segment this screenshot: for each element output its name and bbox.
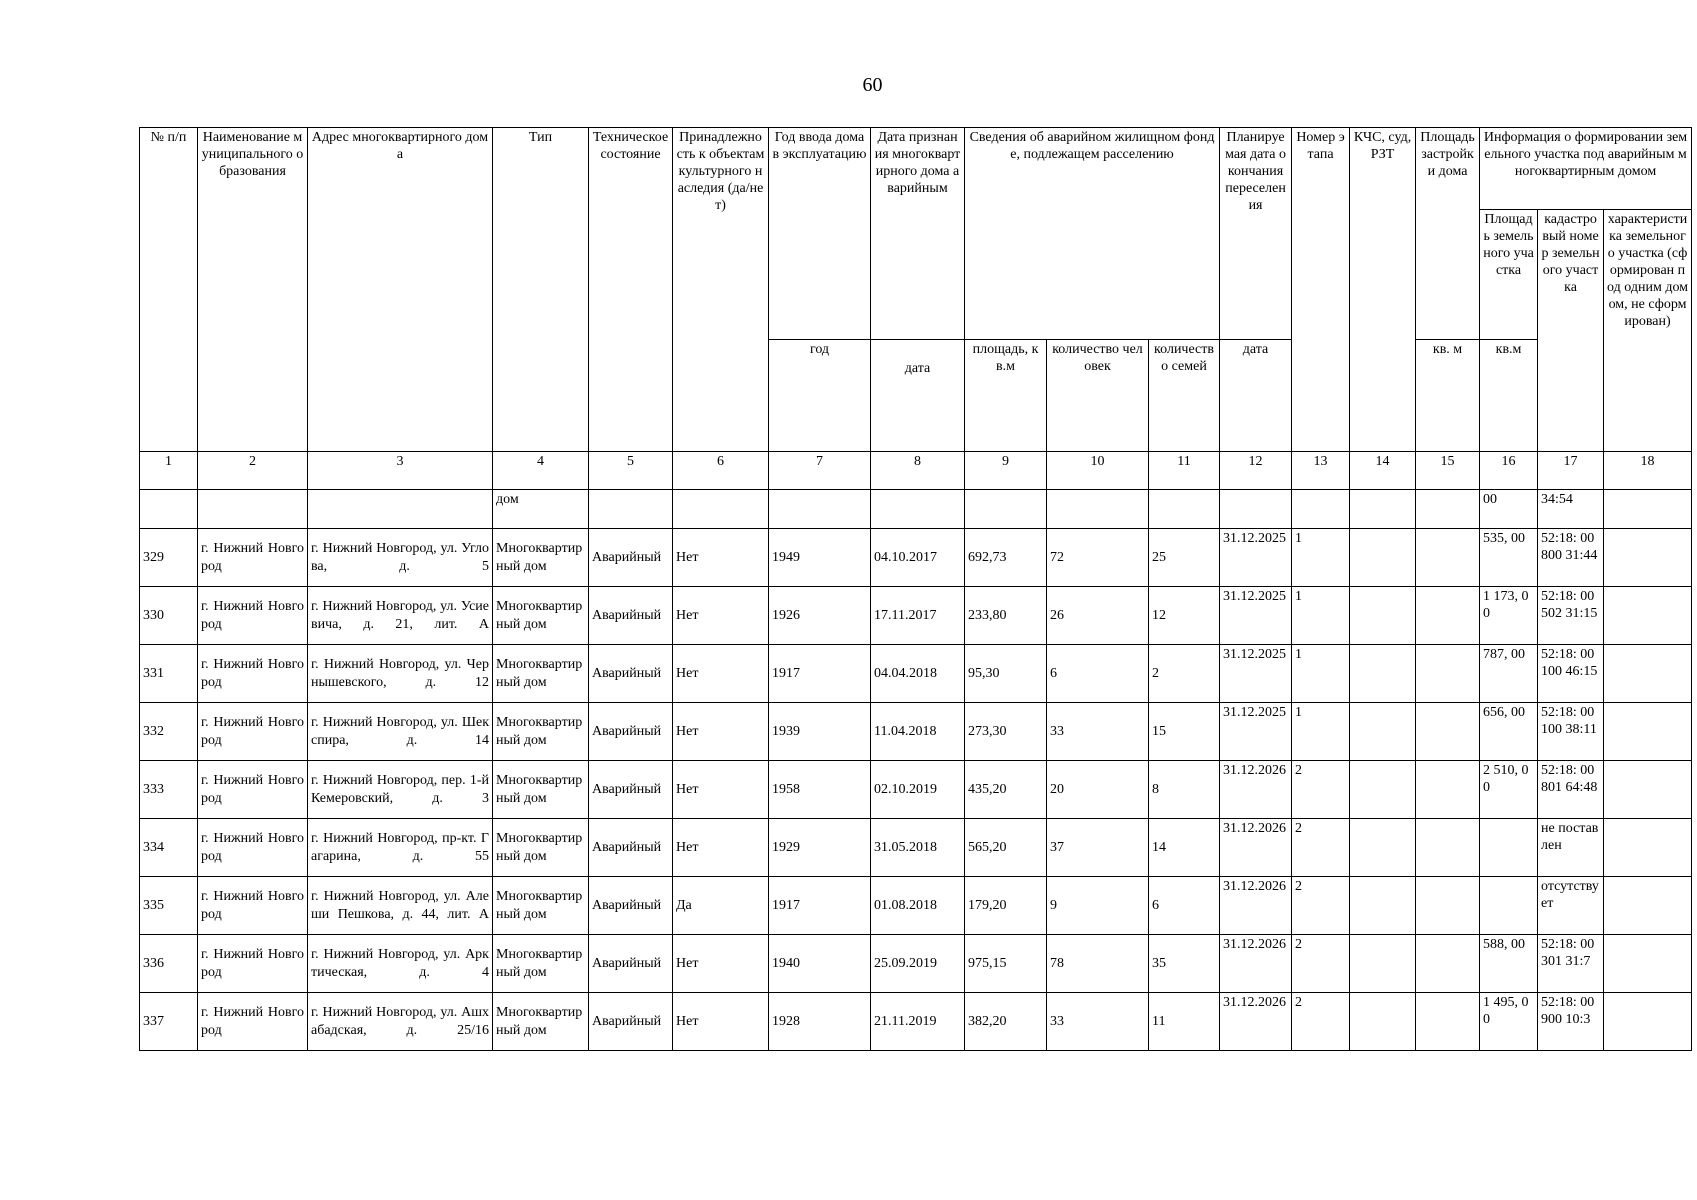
cell-stage: 2: [1292, 877, 1350, 935]
header-planned-date: Планируемая дата окончания переселения: [1220, 128, 1292, 340]
cell-kchs: [1350, 645, 1416, 703]
cell-build-area: [1416, 587, 1480, 645]
cell-address: г. Нижний Новгород, ул. Шекспира, д. 14: [308, 703, 493, 761]
cell-state: Аварийный: [589, 993, 673, 1051]
cell-number: 330: [140, 587, 198, 645]
cell-number: 336: [140, 935, 198, 993]
table-row: [140, 703, 1692, 761]
cell-families: 12: [1149, 587, 1220, 645]
cell-land-char: [1604, 877, 1692, 935]
cell-land-char: [1604, 993, 1692, 1051]
cell-plan-date: 31.12.2025: [1220, 587, 1292, 645]
cell-stage: 2: [1292, 993, 1350, 1051]
cell-kchs: [1350, 935, 1416, 993]
cell-people: 33: [1047, 993, 1149, 1051]
cell-year: 1917: [769, 877, 871, 935]
header-number: № п/п: [140, 128, 198, 452]
table-row: [140, 993, 1692, 1051]
col-num: 8: [871, 452, 965, 490]
header-build-area: Площадь застройки дома: [1416, 128, 1480, 340]
cell-year: 1958: [769, 761, 871, 819]
table-header: [140, 128, 1692, 490]
cell-year: 1949: [769, 529, 871, 587]
cell-type: Многоквартирный дом: [493, 877, 589, 935]
cell-state: Аварийный: [589, 529, 673, 587]
cell-plan-date: 31.12.2026: [1220, 761, 1292, 819]
cell-date: 01.08.2018: [871, 877, 965, 935]
cell-date: 31.05.2018: [871, 819, 965, 877]
subheader-families: количество семей: [1149, 340, 1220, 452]
cell-families: 11: [1149, 993, 1220, 1051]
cell-kchs: [1350, 993, 1416, 1051]
col-num: 17: [1538, 452, 1604, 490]
cell-land-area: [1480, 819, 1538, 877]
cell-date: 21.11.2019: [871, 993, 965, 1051]
table-row: [140, 819, 1692, 877]
cell-plan-date: 31.12.2025: [1220, 529, 1292, 587]
cell-kchs: [1350, 761, 1416, 819]
cell-kchs: [1350, 703, 1416, 761]
col-num: 3: [308, 452, 493, 490]
cell-year: 1928: [769, 993, 871, 1051]
cell-municipality: г. Нижний Новгород: [198, 935, 308, 993]
cell-stage: 1: [1292, 529, 1350, 587]
table-row: [140, 529, 1692, 587]
cell-kchs: [1350, 819, 1416, 877]
table-body: [140, 490, 1692, 1051]
cell-cadastral: отсутствует: [1538, 877, 1604, 935]
cell-heritage: Нет: [673, 819, 769, 877]
cell-number: 334: [140, 819, 198, 877]
header-land-char: характеристика земельного участка (сформирован под одним домом, не сформирован): [1604, 210, 1692, 452]
col-num: 13: [1292, 452, 1350, 490]
cell-heritage: Нет: [673, 587, 769, 645]
cell-land-area: 2 510, 00: [1480, 761, 1538, 819]
cell-area: 435,20: [965, 761, 1047, 819]
cell-heritage: Нет: [673, 761, 769, 819]
cell-address: г. Нижний Новгород, ул. Усиевича, д. 21, лит. А: [308, 587, 493, 645]
col-num: 4: [493, 452, 589, 490]
cell-families: 2: [1149, 645, 1220, 703]
cell-date: 04.10.2017: [871, 529, 965, 587]
cell-plan-date: 31.12.2026: [1220, 993, 1292, 1051]
cell-area: 382,20: [965, 993, 1047, 1051]
cell-cadastral: 52:18: 00100 46:15: [1538, 645, 1604, 703]
cell-date: 25.09.2019: [871, 935, 965, 993]
cell-people: 78: [1047, 935, 1149, 993]
cell-land-area: 656, 00: [1480, 703, 1538, 761]
cell-land-area: 787, 00: [1480, 645, 1538, 703]
col-num: 10: [1047, 452, 1149, 490]
cell-build-area: [1416, 529, 1480, 587]
cell-people: 20: [1047, 761, 1149, 819]
table-row: [140, 587, 1692, 645]
cell-address: г. Нижний Новгород, ул. Арктическая, д. 4: [308, 935, 493, 993]
cell-land-area: 1 495, 00: [1480, 993, 1538, 1051]
continuation-land-area: 00: [1480, 490, 1538, 529]
cell-address: г. Нижний Новгород, пер. 1-й Кемеровский, д. 3: [308, 761, 493, 819]
header-type: Тип: [493, 128, 589, 452]
header-address: Адрес многоквартирного дома: [308, 128, 493, 452]
cell-date: 04.04.2018: [871, 645, 965, 703]
cell-people: 9: [1047, 877, 1149, 935]
header-housing-info: Сведения об аварийном жилищном фонде, подлежащем расселению: [965, 128, 1220, 340]
cell-plan-date: 31.12.2025: [1220, 645, 1292, 703]
cell-number: 331: [140, 645, 198, 703]
subheader-date: дата: [871, 340, 965, 452]
cell-state: Аварийный: [589, 819, 673, 877]
cell-land-area: [1480, 877, 1538, 935]
col-num: 9: [965, 452, 1047, 490]
cell-type: Многоквартирный дом: [493, 529, 589, 587]
col-num: 2: [198, 452, 308, 490]
table-row: [140, 645, 1692, 703]
cell-stage: 2: [1292, 819, 1350, 877]
col-num: 6: [673, 452, 769, 490]
cell-cadastral: 52:18: 00502 31:15: [1538, 587, 1604, 645]
emergency-housing-table: [139, 127, 1692, 1051]
cell-area: 233,80: [965, 587, 1047, 645]
cell-number: 332: [140, 703, 198, 761]
col-num: 15: [1416, 452, 1480, 490]
cell-year: 1929: [769, 819, 871, 877]
cell-cadastral: 52:18: 00100 38:11: [1538, 703, 1604, 761]
cell-people: 37: [1047, 819, 1149, 877]
cell-address: г. Нижний Новгород, ул. Углова, д. 5: [308, 529, 493, 587]
col-num: 5: [589, 452, 673, 490]
cell-area: 975,15: [965, 935, 1047, 993]
cell-address: г. Нижний Новгород, ул. Алеши Пешкова, д. 44, лит. А: [308, 877, 493, 935]
cell-type: Многоквартирный дом: [493, 703, 589, 761]
cell-type: Многоквартирный дом: [493, 819, 589, 877]
cell-families: 14: [1149, 819, 1220, 877]
cell-land-char: [1604, 703, 1692, 761]
cell-area: 692,73: [965, 529, 1047, 587]
cell-plan-date: 31.12.2026: [1220, 935, 1292, 993]
cell-municipality: г. Нижний Новгород: [198, 703, 308, 761]
cell-area: 179,20: [965, 877, 1047, 935]
cell-stage: 1: [1292, 587, 1350, 645]
cell-people: 6: [1047, 645, 1149, 703]
cell-date: 02.10.2019: [871, 761, 965, 819]
subheader-people: количество человек: [1047, 340, 1149, 452]
subheader-plan-date: дата: [1220, 340, 1292, 452]
cell-municipality: г. Нижний Новгород: [198, 761, 308, 819]
cell-number: 329: [140, 529, 198, 587]
cell-state: Аварийный: [589, 645, 673, 703]
table-row: [140, 935, 1692, 993]
cell-municipality: г. Нижний Новгород: [198, 819, 308, 877]
cell-number: 335: [140, 877, 198, 935]
cell-build-area: [1416, 703, 1480, 761]
cell-type: Многоквартирный дом: [493, 993, 589, 1051]
cell-stage: 2: [1292, 761, 1350, 819]
cell-type: Многоквартирный дом: [493, 761, 589, 819]
cell-cadastral: не поставлен: [1538, 819, 1604, 877]
header-year: Год ввода дома в эксплуатацию: [769, 128, 871, 340]
page-number: 60: [862, 74, 883, 96]
cell-kchs: [1350, 587, 1416, 645]
header-land-area: Площадь земельного участка: [1480, 210, 1538, 340]
header-stage: Номер этапа: [1292, 128, 1350, 452]
cell-state: Аварийный: [589, 877, 673, 935]
cell-land-area: 1 173, 00: [1480, 587, 1538, 645]
col-num: 18: [1604, 452, 1692, 490]
subheader-area: площадь, кв.м: [965, 340, 1047, 452]
cell-type: Многоквартирный дом: [493, 935, 589, 993]
cell-number: 337: [140, 993, 198, 1051]
cell-heritage: Нет: [673, 935, 769, 993]
cell-address: г. Нижний Новгород, ул. Ашхабадская, д. 25/16: [308, 993, 493, 1051]
cell-number: 333: [140, 761, 198, 819]
header-land-info: Информация о формировании земельного участка под аварийным многоквартирным домом: [1480, 128, 1692, 210]
cell-address: г. Нижний Новгород, пр-кт. Гагарина, д. 55: [308, 819, 493, 877]
table-row: [140, 877, 1692, 935]
cell-stage: 1: [1292, 703, 1350, 761]
cell-area: 273,30: [965, 703, 1047, 761]
col-num: 12: [1220, 452, 1292, 490]
col-num: 16: [1480, 452, 1538, 490]
cell-date: 11.04.2018: [871, 703, 965, 761]
cell-people: 26: [1047, 587, 1149, 645]
cell-state: Аварийный: [589, 587, 673, 645]
subheader-build-area-unit: кв. м: [1416, 340, 1480, 452]
cell-address: г. Нижний Новгород, ул. Чернышевского, д. 12: [308, 645, 493, 703]
cell-cadastral: 52:18: 00900 10:3: [1538, 993, 1604, 1051]
cell-stage: 2: [1292, 935, 1350, 993]
col-num: 1: [140, 452, 198, 490]
cell-heritage: Да: [673, 877, 769, 935]
cell-area: 565,20: [965, 819, 1047, 877]
cell-date: 17.11.2017: [871, 587, 965, 645]
header-tech-state: Техническое состояние: [589, 128, 673, 452]
cell-cadastral: 52:18: 00800 31:44: [1538, 529, 1604, 587]
cell-families: 35: [1149, 935, 1220, 993]
cell-year: 1939: [769, 703, 871, 761]
cell-area: 95,30: [965, 645, 1047, 703]
cell-type: Многоквартирный дом: [493, 645, 589, 703]
cell-type: Многоквартирный дом: [493, 587, 589, 645]
cell-heritage: Нет: [673, 993, 769, 1051]
header-kchs: КЧС, суд, РЗТ: [1350, 128, 1416, 452]
cell-families: 25: [1149, 529, 1220, 587]
cell-municipality: г. Нижний Новгород: [198, 587, 308, 645]
cell-build-area: [1416, 993, 1480, 1051]
cell-stage: 1: [1292, 645, 1350, 703]
header-cadastral: кадастровый номер земельного участка: [1538, 210, 1604, 452]
cell-build-area: [1416, 819, 1480, 877]
cell-municipality: г. Нижний Новгород: [198, 993, 308, 1051]
cell-land-char: [1604, 819, 1692, 877]
column-number-row: [140, 452, 1692, 490]
cell-municipality: г. Нижний Новгород: [198, 529, 308, 587]
cell-heritage: Нет: [673, 703, 769, 761]
cell-municipality: г. Нижний Новгород: [198, 645, 308, 703]
subheader-year: год: [769, 340, 871, 452]
cell-plan-date: 31.12.2026: [1220, 877, 1292, 935]
cell-heritage: Нет: [673, 645, 769, 703]
cell-land-char: [1604, 529, 1692, 587]
col-num: 11: [1149, 452, 1220, 490]
cell-land-char: [1604, 587, 1692, 645]
subheader-land-area-unit: кв.м: [1480, 340, 1538, 452]
header-municipality: Наименование муниципального образования: [198, 128, 308, 452]
cell-land-area: 535, 00: [1480, 529, 1538, 587]
cell-build-area: [1416, 935, 1480, 993]
cell-heritage: Нет: [673, 529, 769, 587]
cell-build-area: [1416, 761, 1480, 819]
cell-land-area: 588, 00: [1480, 935, 1538, 993]
header-recognition-date: Дата признания многоквартирного дома аварийным: [871, 128, 965, 340]
cell-state: Аварийный: [589, 761, 673, 819]
cell-families: 15: [1149, 703, 1220, 761]
cell-build-area: [1416, 877, 1480, 935]
col-num: 7: [769, 452, 871, 490]
continuation-type: дом: [493, 490, 589, 529]
cell-people: 72: [1047, 529, 1149, 587]
cell-year: 1926: [769, 587, 871, 645]
cell-people: 33: [1047, 703, 1149, 761]
cell-kchs: [1350, 529, 1416, 587]
continuation-cadastral: 34:54: [1538, 490, 1604, 529]
cell-build-area: [1416, 645, 1480, 703]
cell-municipality: г. Нижний Новгород: [198, 877, 308, 935]
cell-cadastral: 52:18: 00301 31:7: [1538, 935, 1604, 993]
cell-year: 1940: [769, 935, 871, 993]
cell-families: 6: [1149, 877, 1220, 935]
table-row: [140, 761, 1692, 819]
cell-plan-date: 31.12.2025: [1220, 703, 1292, 761]
header-heritage: Принадлежность к объектам культурного наследия (да/нет): [673, 128, 769, 452]
cell-plan-date: 31.12.2026: [1220, 819, 1292, 877]
cell-land-char: [1604, 935, 1692, 993]
cell-land-char: [1604, 645, 1692, 703]
col-num: 14: [1350, 452, 1416, 490]
cell-state: Аварийный: [589, 703, 673, 761]
cell-land-char: [1604, 761, 1692, 819]
continuation-row: [140, 490, 1692, 529]
cell-cadastral: 52:18: 00801 64:48: [1538, 761, 1604, 819]
cell-families: 8: [1149, 761, 1220, 819]
cell-state: Аварийный: [589, 935, 673, 993]
cell-year: 1917: [769, 645, 871, 703]
cell-kchs: [1350, 877, 1416, 935]
